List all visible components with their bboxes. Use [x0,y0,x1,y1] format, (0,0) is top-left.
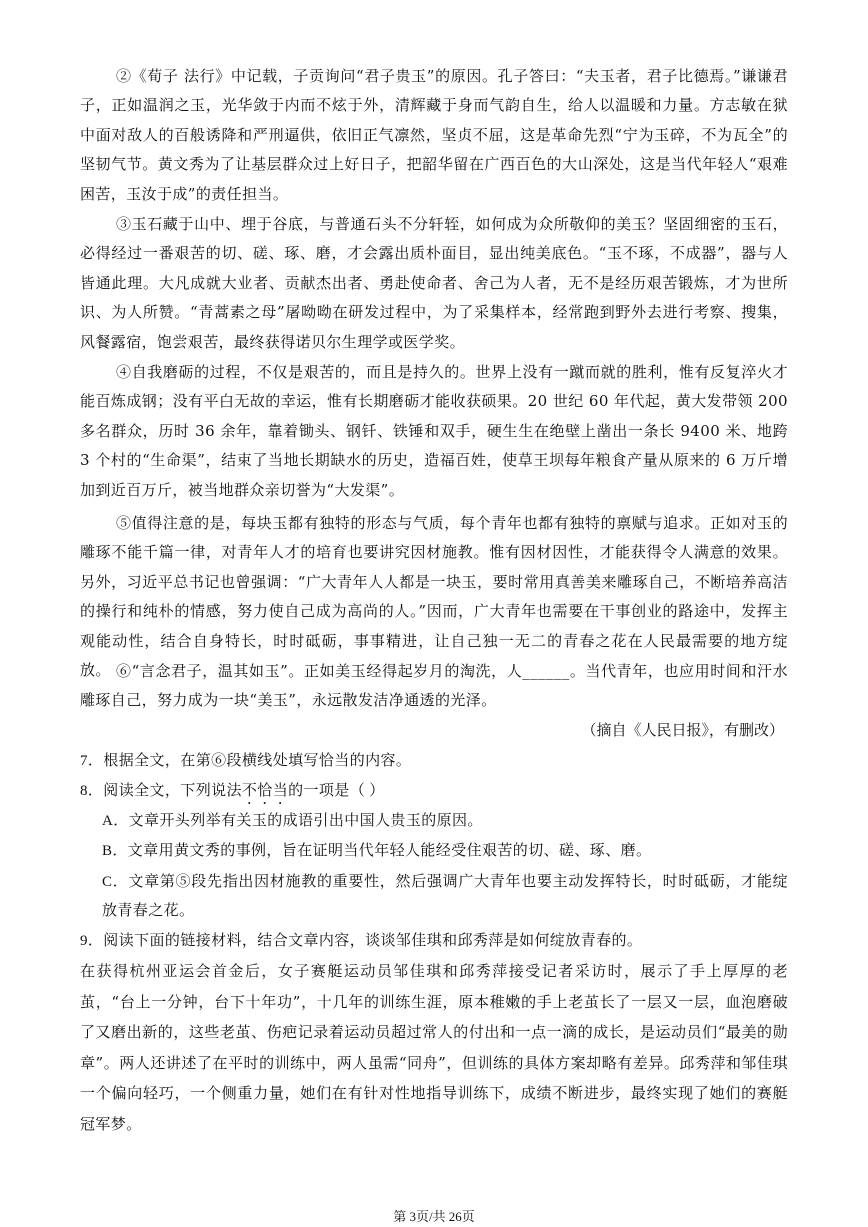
article-paragraph-3: ③玉石藏于山中、埋于谷底，与普通石头不分轩轾，如何成为众所敬仰的美玉？坚固细密的玉石，必得经过一番艰苦的切、磋、琢、磨，才会露出质朴面目，显出纯美底色。“玉不琢，不成器”，器与人皆通此理。大凡成就大业者、贡献杰出者、勇赴使命者、舍己为人者，无不是经历艰苦锻炼，才为世所识、为人所赞。“青蒿素之母”屠呦呦在研发过程中，为了采集样本，经常跑到野外去进行考察、搜集，风餐露宿，饱尝艰苦，最终获得诺贝尔生理学或医学奖。 [80,215,788,351]
question-8-suffix: 的一项是（ ） [288,783,385,799]
question-9: 9．阅读下面的链接材料，结合文章内容，谈谈邹佳琪和邱秀萍是如何绽放青春的。 [80,933,643,949]
question-8-prefix: 8．阅读全文，下列说法 [80,783,242,799]
article-paragraph-5: ⑤值得注意的是，每块玉都有独特的形态与气质，每个青年也都有独特的禀赋与追求。正如对玉的雕琢不能千篇一律，对青年人才的培育也要讲究因材施教。惟有因材因性，才能获得令人满意的效果。另外，习近平总书记也曾强调：“广大青年人人都是一块玉，要时常用真善美来雕琢自己，不断培养高洁的操行和纯朴的情感，努力使自己成为高尚的人。”因而，广大青年也需要在干事创业的路途中，发挥主观能动性，结合自身特长，时时砥砺，事事精进，让自己独一无二的青春之花在人民最需要的地方绽放。 [80,514,788,680]
article-paragraph-2: ②《荀子 法行》中记载，子贡询问“君子贵玉”的原因。孔子答曰：“夫玉者，君子比德焉。”谦谦君子，正如温润之玉，光华敛于内而不炫于外，清辉藏于身而气韵自生，给人以温暖和力量。方志敏在狱中面对敌人的百般诱降和严刑逼供，依旧正气凛然，坚贞不屈，这是革命先烈“宁为玉碎，不为瓦全”的坚韧气节。黄文秀为了让基层群众过上好日子，把韶华留在广西百色的大山深处，这是当代年轻人“艰难困苦，玉汝于成”的责任担当。 [80,67,788,203]
option-a: A．文章开头列举有关玉的成语引出中国人贵玉的原因。 [102,813,483,829]
option-b: B．文章用黄文秀的事例，旨在证明当代年轻人能经受住艰苦的切、磋、琢、磨。 [102,843,652,859]
option-c: C．文章第⑤段先指出因材施教的重要性，然后强调广大青年也要主动发挥特长，时时砥砺，才能绽放青春之花。 [102,874,788,920]
page-footer: 第 3页/共 26页 [393,1209,475,1224]
question-8-emphasis: 不恰当 [241,783,289,799]
question-7: 7．根据全文，在第⑥段横线处填写恰当的内容。 [80,753,412,769]
link-material: 在获得杭州亚运会首金后，女子赛艇运动员邹佳琪和邱秀萍接受记者采访时，展示了手上厚厚的老茧，“台上一分钟，台下十年功”，十几年的训练生涯，原本稚嫩的手上老茧长了一层又一层，血泡磨破了又磨出新的，这些老茧、伤疤记录着运动员超过常人的付出和一点一滴的成长，是运动员们“最美的勋章”。两人还讲述了在平时的训练中，两人虽需“同舟”，但训练的具体方案却略有差异。邱秀萍和邹佳琪一个偏向轻巧，一个侧重力量，她们在有针对性地指导训练下，成绩不断进步，最终实现了她们的赛艇冠军梦。 [80,962,788,1133]
article-source: （摘自《人民日报》，有删改） [581,723,784,739]
question-8 [80,777,788,808]
article-paragraph-6: ⑥“言念君子，温其如玉”。正如美玉经得起岁月的淘洗，人______。当代青年，也应用时间和汗水雕琢自己，努力成为一块“美玉”，永远散发洁净通透的光泽。 [80,662,788,710]
article-paragraph-4: ④自我磨砺的过程，不仅是艰苦的，而且是持久的。世界上没有一蹴而就的胜利，惟有反复淬火才能百炼成钢；没有平白无故的幸运，惟有长期磨砺才能收获硕果。20 世纪 60 年代起，黄大发带领 200 多名群众，历时 36 余年，靠着锄头、钢钎、铁锤和双手，硬生生在绝壁上凿出一条长 9400 米、地跨 3 个村的“生命渠”，结束了当地长期缺水的历史，造福百姓，使草王坝每年粮食产量从原来的 6 万斤增加到近百万斤，被当地群众亲切誉为“大发渠”。 [80,363,788,499]
